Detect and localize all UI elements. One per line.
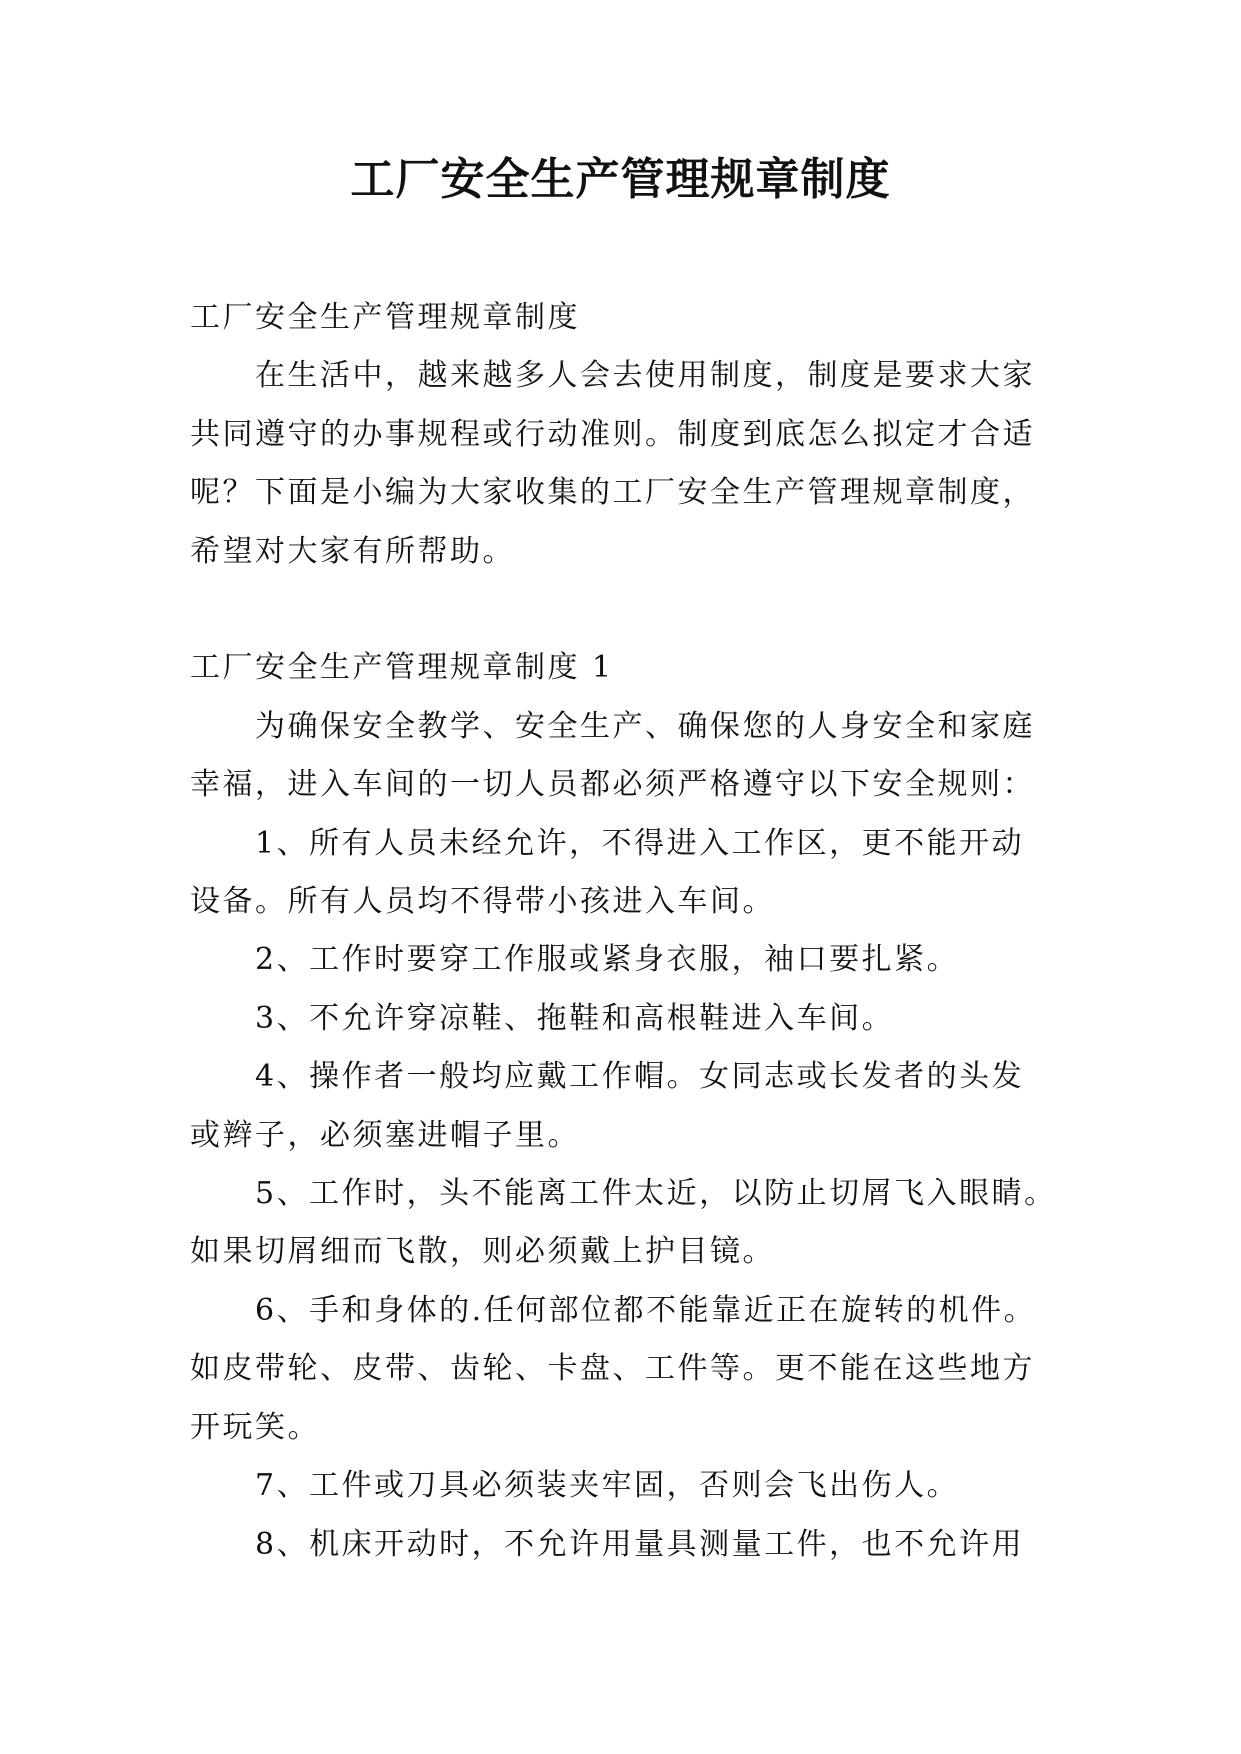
document-body [190, 289, 1070, 1574]
rule-line: 3、不允许穿凉鞋、拖鞋和高根鞋进入车间。 [190, 1000, 895, 1036]
paragraph-line: 在生活中，越来越多人会去使用制度，制度是要求大家 [190, 358, 1035, 394]
rule-line: 开玩笑。 [190, 1409, 320, 1445]
rule-line: 或辫子，必须塞进帽子里。 [190, 1117, 580, 1153]
section-heading: 工厂安全生产管理规章制度 1 [190, 650, 614, 686]
rule-line: 8、机床开动时，不允许用量具测量工件，也不允许用 [190, 1526, 1025, 1562]
rule-line: 如皮带轮、皮带、齿轮、卡盘、工件等。更不能在这些地方 [190, 1351, 1035, 1387]
section-heading: 工厂安全生产管理规章制度 [190, 300, 580, 335]
paragraph-spacer [190, 581, 1070, 639]
rule-line: 设备。所有人员均不得带小孩进入车间。 [190, 884, 775, 920]
paragraph-line: 共同遵守的办事规程或行动准则。制度到底怎么拟定才合适 [190, 416, 1035, 452]
paragraph-line: 希望对大家有所帮助。 [190, 533, 515, 569]
rule-line: 7、工件或刀具必须装夹牢固，否则会飞出伤人。 [190, 1468, 960, 1504]
rule-line: 6、手和身体的.任何部位都不能靠近正在旋转的机件。 [190, 1292, 1037, 1328]
paragraph-line: 为确保安全教学、安全生产、确保您的人身安全和家庭 [190, 708, 1035, 744]
paragraph-line: 幸福，进入车间的一切人员都必须严格遵守以下安全规则： [190, 767, 1035, 803]
paragraph-line: 呢？下面是小编为大家收集的工厂安全生产管理规章制度， [190, 475, 1035, 511]
rule-line: 2、工作时要穿工作服或紧身衣服，袖口要扎紧。 [190, 942, 960, 978]
rule-line: 4、操作者一般均应戴工作帽。女同志或长发者的头发 [190, 1059, 1025, 1095]
document-title: 工厂安全生产管理规章制度 [350, 154, 891, 205]
rule-line: 如果切屑细而飞散，则必须戴上护目镜。 [190, 1234, 775, 1270]
rule-line: 1、所有人员未经允许，不得进入工作区，更不能开动 [190, 825, 1025, 861]
rule-line: 5、工作时，头不能离工件太近，以防止切屑飞入眼睛。 [190, 1176, 1057, 1212]
